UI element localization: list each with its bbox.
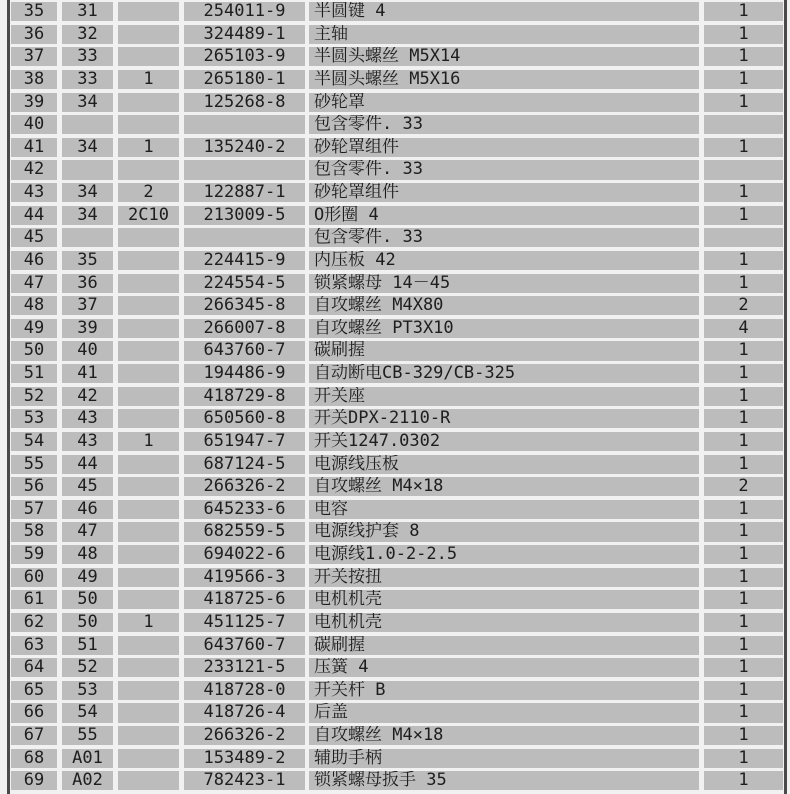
part-no-cell: 135240-2 bbox=[184, 138, 305, 157]
row-no-cell: 37 bbox=[11, 47, 57, 66]
sub-no-cell bbox=[118, 274, 179, 293]
qty-cell: 1 bbox=[704, 658, 783, 677]
sub-no-cell bbox=[118, 771, 179, 790]
table-row bbox=[11, 296, 783, 315]
table-row bbox=[11, 70, 783, 89]
sub-no-cell bbox=[118, 251, 179, 270]
qty-cell: 1 bbox=[704, 636, 783, 655]
sub-no-cell bbox=[118, 47, 179, 66]
fig-no-cell: 48 bbox=[62, 545, 113, 564]
qty-cell: 1 bbox=[704, 455, 783, 474]
qty-cell: 2 bbox=[704, 477, 783, 496]
description-cell: 压簧 4 bbox=[309, 658, 699, 677]
fig-no-cell bbox=[62, 228, 113, 247]
qty-cell: 1 bbox=[704, 2, 783, 21]
row-no-cell: 53 bbox=[11, 409, 57, 428]
row-no-cell: 45 bbox=[11, 228, 57, 247]
qty-cell: 1 bbox=[704, 726, 783, 745]
qty-cell: 1 bbox=[704, 274, 783, 293]
qty-cell: 1 bbox=[704, 613, 783, 632]
qty-cell bbox=[704, 115, 783, 134]
sub-no-cell: 1 bbox=[118, 613, 179, 632]
table-row bbox=[11, 477, 783, 496]
qty-cell: 1 bbox=[704, 749, 783, 768]
fig-no-cell: 47 bbox=[62, 522, 113, 541]
row-no-cell: 61 bbox=[11, 590, 57, 609]
row-no-cell: 67 bbox=[11, 726, 57, 745]
sub-no-cell bbox=[118, 500, 179, 519]
sub-no-cell bbox=[118, 636, 179, 655]
description-cell: 辅助手柄 bbox=[309, 749, 699, 768]
fig-no-cell: A01 bbox=[62, 749, 113, 768]
qty-cell: 1 bbox=[704, 545, 783, 564]
table-row bbox=[11, 409, 783, 428]
table-row bbox=[11, 613, 783, 632]
sub-no-cell bbox=[118, 115, 179, 134]
row-no-cell: 68 bbox=[11, 749, 57, 768]
part-no-cell: 418726-4 bbox=[184, 703, 305, 722]
table-row bbox=[11, 364, 783, 383]
row-no-cell: 64 bbox=[11, 658, 57, 677]
qty-cell: 1 bbox=[704, 138, 783, 157]
table-row bbox=[11, 749, 783, 768]
description-cell: 电机机壳 bbox=[309, 613, 699, 632]
part-no-cell: 643760-7 bbox=[184, 636, 305, 655]
row-no-cell: 43 bbox=[11, 183, 57, 202]
description-cell: 砂轮罩组件 bbox=[309, 183, 699, 202]
table-row bbox=[11, 568, 783, 587]
sub-no-cell: 1 bbox=[118, 432, 179, 451]
part-no-cell: 451125-7 bbox=[184, 613, 305, 632]
part-no-cell: 266326-2 bbox=[184, 477, 305, 496]
table-row bbox=[11, 590, 783, 609]
row-no-cell: 35 bbox=[11, 2, 57, 21]
qty-cell: 1 bbox=[704, 568, 783, 587]
fig-no-cell: 32 bbox=[62, 25, 113, 44]
description-cell: 自攻螺丝 M4×18 bbox=[309, 477, 699, 496]
description-cell: 砂轮罩 bbox=[309, 93, 699, 112]
part-no-cell: 213009-5 bbox=[184, 206, 305, 225]
description-cell: 电机机壳 bbox=[309, 590, 699, 609]
part-no-cell: 643760-7 bbox=[184, 341, 305, 360]
part-no-cell: 419566-3 bbox=[184, 568, 305, 587]
sub-no-cell bbox=[118, 703, 179, 722]
sub-no-cell: 1 bbox=[118, 138, 179, 157]
sub-no-cell bbox=[118, 726, 179, 745]
description-cell: 开关1247.0302 bbox=[309, 432, 699, 451]
fig-no-cell: 44 bbox=[62, 455, 113, 474]
table-row bbox=[11, 545, 783, 564]
fig-no-cell: 50 bbox=[62, 613, 113, 632]
row-no-cell: 56 bbox=[11, 477, 57, 496]
part-no-cell: 324489-1 bbox=[184, 25, 305, 44]
table-row bbox=[11, 771, 783, 790]
sub-no-cell bbox=[118, 477, 179, 496]
description-cell: O形圈 4 bbox=[309, 206, 699, 225]
fig-no-cell: A02 bbox=[62, 771, 113, 790]
sub-no-cell: 1 bbox=[118, 70, 179, 89]
description-cell: 自攻螺丝 PT3X10 bbox=[309, 319, 699, 338]
table-row bbox=[11, 341, 783, 360]
parts-table bbox=[11, 2, 783, 794]
description-cell: 自攻螺丝 M4X80 bbox=[309, 296, 699, 315]
row-no-cell: 59 bbox=[11, 545, 57, 564]
sub-no-cell bbox=[118, 522, 179, 541]
row-no-cell: 49 bbox=[11, 319, 57, 338]
sub-no-cell bbox=[118, 455, 179, 474]
qty-cell: 1 bbox=[704, 771, 783, 790]
fig-no-cell: 42 bbox=[62, 387, 113, 406]
description-cell: 半圆头螺丝 M5X14 bbox=[309, 47, 699, 66]
part-no-cell bbox=[184, 160, 305, 179]
row-no-cell: 47 bbox=[11, 274, 57, 293]
fig-no-cell: 53 bbox=[62, 681, 113, 700]
row-no-cell: 36 bbox=[11, 25, 57, 44]
description-cell: 电源线压板 bbox=[309, 455, 699, 474]
description-cell: 自攻螺丝 M4×18 bbox=[309, 726, 699, 745]
description-cell: 包含零件. 33 bbox=[309, 115, 699, 134]
qty-cell: 4 bbox=[704, 319, 783, 338]
table-row bbox=[11, 2, 783, 21]
fig-no-cell: 46 bbox=[62, 500, 113, 519]
description-cell: 内压板 42 bbox=[309, 251, 699, 270]
row-no-cell: 58 bbox=[11, 522, 57, 541]
right-edge-rule bbox=[784, 0, 787, 794]
table-row bbox=[11, 658, 783, 677]
fig-no-cell: 55 bbox=[62, 726, 113, 745]
row-no-cell: 39 bbox=[11, 93, 57, 112]
row-no-cell: 57 bbox=[11, 500, 57, 519]
description-cell: 电源线1.0-2-2.5 bbox=[309, 545, 699, 564]
qty-cell: 1 bbox=[704, 93, 783, 112]
part-no-cell: 418725-6 bbox=[184, 590, 305, 609]
row-no-cell: 51 bbox=[11, 364, 57, 383]
fig-no-cell bbox=[62, 115, 113, 134]
description-cell: 半圆键 4 bbox=[309, 2, 699, 21]
fig-no-cell: 37 bbox=[62, 296, 113, 315]
qty-cell: 1 bbox=[704, 364, 783, 383]
qty-cell: 2 bbox=[704, 296, 783, 315]
part-no-cell: 645233-6 bbox=[184, 500, 305, 519]
row-no-cell: 63 bbox=[11, 636, 57, 655]
qty-cell: 1 bbox=[704, 522, 783, 541]
table-row bbox=[11, 138, 783, 157]
sub-no-cell bbox=[118, 364, 179, 383]
fig-no-cell: 52 bbox=[62, 658, 113, 677]
sub-no-cell bbox=[118, 93, 179, 112]
part-no-cell: 153489-2 bbox=[184, 749, 305, 768]
sub-no-cell bbox=[118, 387, 179, 406]
table-row bbox=[11, 500, 783, 519]
description-cell: 自动断电CB-329/CB-325 bbox=[309, 364, 699, 383]
fig-no-cell: 34 bbox=[62, 206, 113, 225]
fig-no-cell: 35 bbox=[62, 251, 113, 270]
fig-no-cell bbox=[62, 160, 113, 179]
qty-cell: 1 bbox=[704, 590, 783, 609]
part-no-cell: 224554-5 bbox=[184, 274, 305, 293]
fig-no-cell: 33 bbox=[62, 47, 113, 66]
fig-no-cell: 34 bbox=[62, 93, 113, 112]
part-no-cell: 125268-8 bbox=[184, 93, 305, 112]
description-cell: 砂轮罩组件 bbox=[309, 138, 699, 157]
sub-no-cell bbox=[118, 545, 179, 564]
row-no-cell: 52 bbox=[11, 387, 57, 406]
description-cell: 电源线护套 8 bbox=[309, 522, 699, 541]
qty-cell: 1 bbox=[704, 183, 783, 202]
table-row bbox=[11, 47, 783, 66]
row-no-cell: 66 bbox=[11, 703, 57, 722]
row-no-cell: 48 bbox=[11, 296, 57, 315]
sub-no-cell bbox=[118, 319, 179, 338]
description-cell: 开关DPX-2110-R bbox=[309, 409, 699, 428]
qty-cell bbox=[704, 160, 783, 179]
fig-no-cell: 45 bbox=[62, 477, 113, 496]
qty-cell: 1 bbox=[704, 25, 783, 44]
sub-no-cell bbox=[118, 409, 179, 428]
left-edge-rule bbox=[7, 0, 10, 794]
description-cell: 开关按扭 bbox=[309, 568, 699, 587]
fig-no-cell: 31 bbox=[62, 2, 113, 21]
table-row bbox=[11, 115, 783, 134]
table-row bbox=[11, 455, 783, 474]
part-no-cell bbox=[184, 228, 305, 247]
description-cell: 半圆头螺丝 M5X16 bbox=[309, 70, 699, 89]
part-no-cell: 687124-5 bbox=[184, 455, 305, 474]
part-no-cell: 266345-8 bbox=[184, 296, 305, 315]
row-no-cell: 62 bbox=[11, 613, 57, 632]
fig-no-cell: 41 bbox=[62, 364, 113, 383]
part-no-cell: 266326-2 bbox=[184, 726, 305, 745]
row-no-cell: 41 bbox=[11, 138, 57, 157]
qty-cell: 1 bbox=[704, 681, 783, 700]
fig-no-cell: 33 bbox=[62, 70, 113, 89]
part-no-cell: 233121-5 bbox=[184, 658, 305, 677]
qty-cell bbox=[704, 228, 783, 247]
qty-cell: 1 bbox=[704, 251, 783, 270]
row-no-cell: 65 bbox=[11, 681, 57, 700]
part-no-cell: 266007-8 bbox=[184, 319, 305, 338]
fig-no-cell: 50 bbox=[62, 590, 113, 609]
description-cell: 后盖 bbox=[309, 703, 699, 722]
sub-no-cell bbox=[118, 658, 179, 677]
sub-no-cell bbox=[118, 25, 179, 44]
table-row bbox=[11, 522, 783, 541]
table-row bbox=[11, 25, 783, 44]
description-cell: 锁紧螺母 14－45 bbox=[309, 274, 699, 293]
part-no-cell: 694022-6 bbox=[184, 545, 305, 564]
fig-no-cell: 43 bbox=[62, 432, 113, 451]
description-cell: 碳刷握 bbox=[309, 341, 699, 360]
qty-cell: 1 bbox=[704, 206, 783, 225]
sub-no-cell bbox=[118, 2, 179, 21]
part-no-cell: 194486-9 bbox=[184, 364, 305, 383]
table-row bbox=[11, 274, 783, 293]
qty-cell: 1 bbox=[704, 70, 783, 89]
part-no-cell: 682559-5 bbox=[184, 522, 305, 541]
fig-no-cell: 36 bbox=[62, 274, 113, 293]
sub-no-cell bbox=[118, 160, 179, 179]
fig-no-cell: 39 bbox=[62, 319, 113, 338]
fig-no-cell: 49 bbox=[62, 568, 113, 587]
fig-no-cell: 51 bbox=[62, 636, 113, 655]
description-cell: 碳刷握 bbox=[309, 636, 699, 655]
fig-no-cell: 40 bbox=[62, 341, 113, 360]
part-no-cell: 224415-9 bbox=[184, 251, 305, 270]
sub-no-cell: 2 bbox=[118, 183, 179, 202]
description-cell: 锁紧螺母扳手 35 bbox=[309, 771, 699, 790]
sub-no-cell: 2C10 bbox=[118, 206, 179, 225]
row-no-cell: 44 bbox=[11, 206, 57, 225]
sub-no-cell bbox=[118, 568, 179, 587]
table-row bbox=[11, 432, 783, 451]
description-cell: 包含零件. 33 bbox=[309, 160, 699, 179]
part-no-cell: 254011-9 bbox=[184, 2, 305, 21]
table-row bbox=[11, 319, 783, 338]
part-no-cell: 265180-1 bbox=[184, 70, 305, 89]
sub-no-cell bbox=[118, 296, 179, 315]
qty-cell: 1 bbox=[704, 47, 783, 66]
row-no-cell: 54 bbox=[11, 432, 57, 451]
part-no-cell: 650560-8 bbox=[184, 409, 305, 428]
part-no-cell: 782423-1 bbox=[184, 771, 305, 790]
row-no-cell: 55 bbox=[11, 455, 57, 474]
qty-cell: 1 bbox=[704, 703, 783, 722]
fig-no-cell: 54 bbox=[62, 703, 113, 722]
qty-cell: 1 bbox=[704, 409, 783, 428]
qty-cell: 1 bbox=[704, 341, 783, 360]
part-no-cell: 651947-7 bbox=[184, 432, 305, 451]
fig-no-cell: 34 bbox=[62, 183, 113, 202]
table-row bbox=[11, 681, 783, 700]
table-row bbox=[11, 206, 783, 225]
qty-cell: 1 bbox=[704, 387, 783, 406]
row-no-cell: 40 bbox=[11, 115, 57, 134]
table-row bbox=[11, 93, 783, 112]
table-row bbox=[11, 387, 783, 406]
description-cell: 开关座 bbox=[309, 387, 699, 406]
table-row bbox=[11, 636, 783, 655]
sub-no-cell bbox=[118, 749, 179, 768]
description-cell: 电容 bbox=[309, 500, 699, 519]
sub-no-cell bbox=[118, 228, 179, 247]
part-no-cell: 122887-1 bbox=[184, 183, 305, 202]
sub-no-cell bbox=[118, 681, 179, 700]
table-row bbox=[11, 160, 783, 179]
row-no-cell: 60 bbox=[11, 568, 57, 587]
fig-no-cell: 34 bbox=[62, 138, 113, 157]
qty-cell: 1 bbox=[704, 432, 783, 451]
description-cell: 主轴 bbox=[309, 25, 699, 44]
sub-no-cell bbox=[118, 590, 179, 609]
description-cell: 包含零件. 33 bbox=[309, 228, 699, 247]
table-row bbox=[11, 183, 783, 202]
row-no-cell: 50 bbox=[11, 341, 57, 360]
table-row bbox=[11, 251, 783, 270]
part-no-cell: 418729-8 bbox=[184, 387, 305, 406]
part-no-cell: 418728-0 bbox=[184, 681, 305, 700]
part-no-cell: 265103-9 bbox=[184, 47, 305, 66]
sub-no-cell bbox=[118, 341, 179, 360]
row-no-cell: 69 bbox=[11, 771, 57, 790]
part-no-cell bbox=[184, 115, 305, 134]
table-row bbox=[11, 726, 783, 745]
table-row bbox=[11, 228, 783, 247]
description-cell: 开关杆 B bbox=[309, 681, 699, 700]
row-no-cell: 42 bbox=[11, 160, 57, 179]
row-no-cell: 46 bbox=[11, 251, 57, 270]
table-row bbox=[11, 703, 783, 722]
fig-no-cell: 43 bbox=[62, 409, 113, 428]
qty-cell: 1 bbox=[704, 500, 783, 519]
row-no-cell: 38 bbox=[11, 70, 57, 89]
